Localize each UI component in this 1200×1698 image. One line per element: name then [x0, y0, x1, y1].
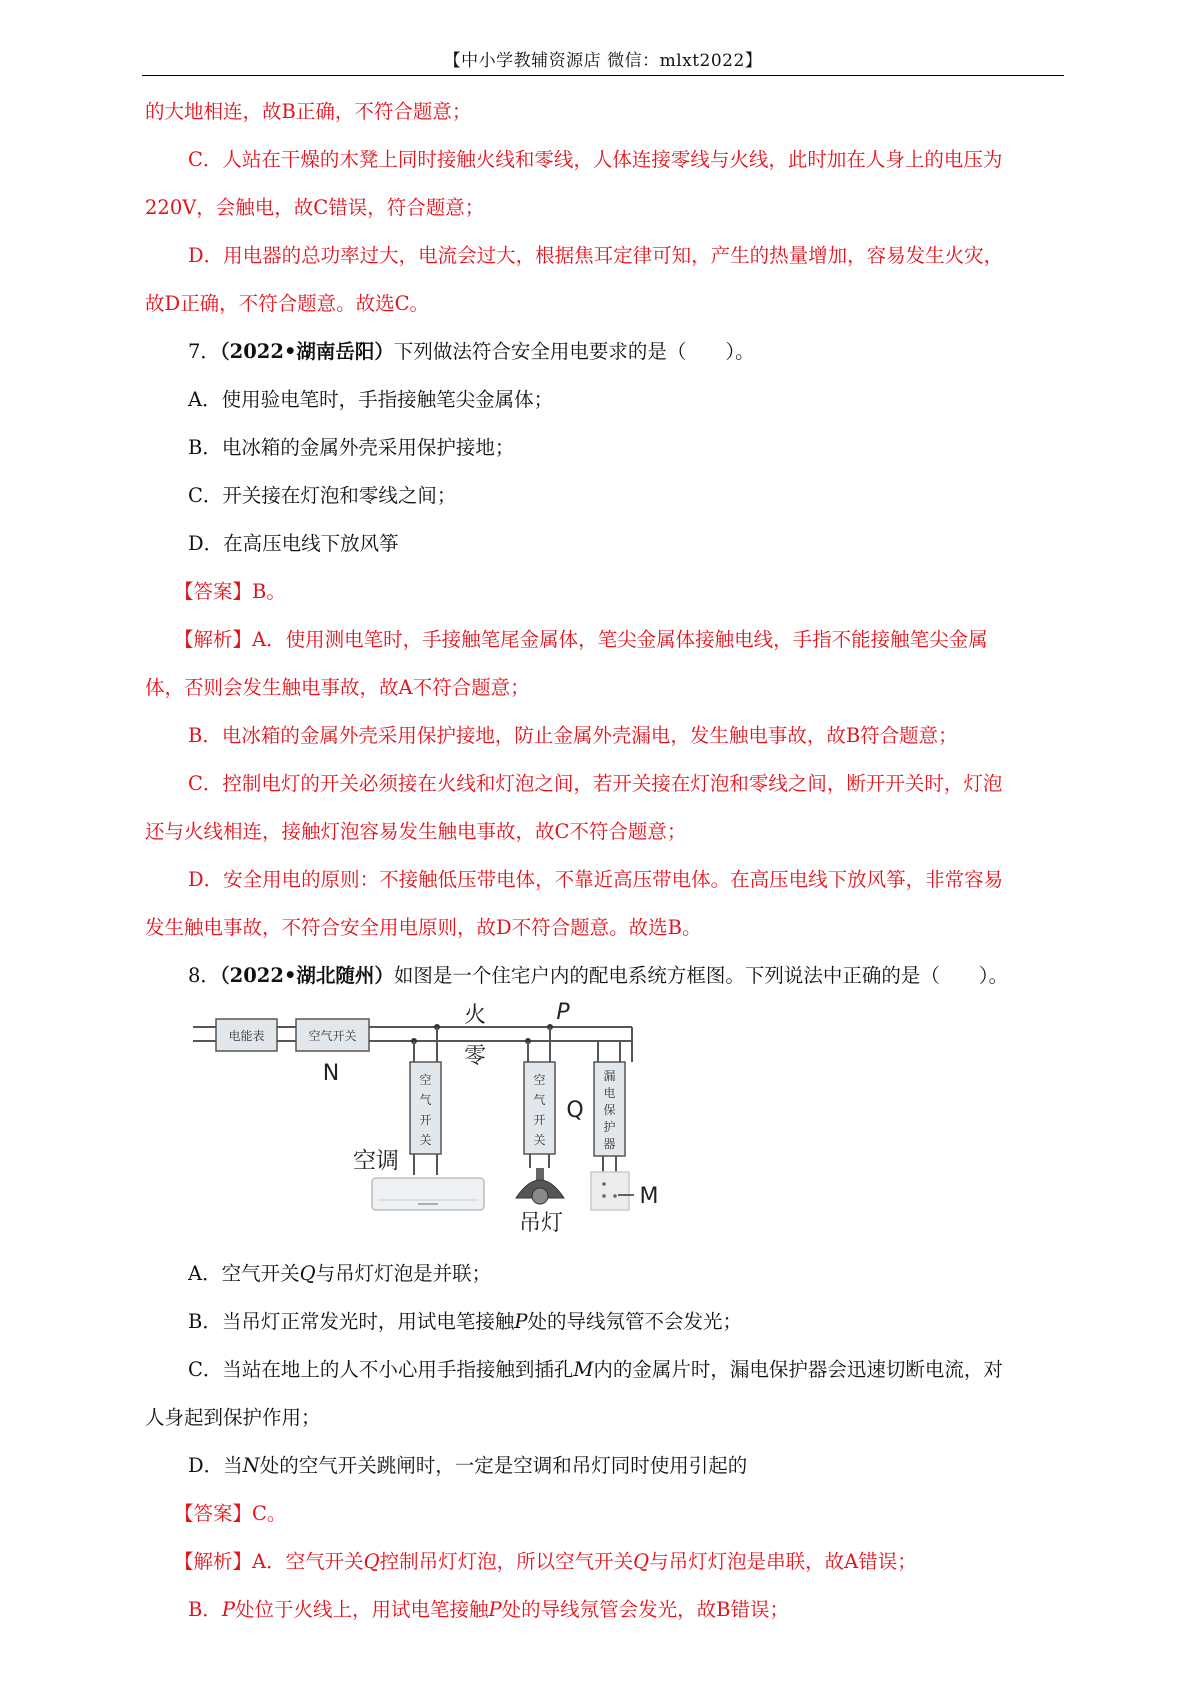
rcd-label: 漏: [603, 1069, 616, 1083]
point-q-label: Q: [566, 1098, 584, 1123]
text-line: 220V，会触电，故C错误，符合题意；: [145, 196, 485, 219]
lamp-breaker-label: 开: [533, 1113, 546, 1127]
question-text: 如图是一个住宅户内的配电系统方框图。下列说法中正确的是（ ）。: [393, 964, 1009, 987]
question-text: 下列做法符合安全用电要求的是（ ）。: [393, 340, 755, 363]
live-label: 火: [463, 1003, 487, 1028]
point-m-label: M: [639, 1184, 659, 1209]
analysis-line: D．安全用电的原则：不接触低压带电体，不靠近高压带电体。在高压电线下放风筝，非常容易: [188, 868, 1004, 891]
lamp-bulb: [532, 1188, 548, 1204]
point-n-label: N: [322, 1061, 340, 1086]
answer-value: B。: [252, 580, 286, 603]
answer-value: C。: [252, 1502, 287, 1525]
option-a: A．空气开关Q与吊灯灯泡是并联；: [188, 1262, 492, 1285]
page-header: 【中小学教辅资源店 微信：mlxt2022】: [443, 51, 763, 71]
text-line: 的大地相连，故B正确，不符合题意；: [145, 100, 472, 123]
variable: N: [242, 1454, 260, 1477]
analysis-line: 还与火线相连，接触灯泡容易发生触电事故，故C不符合题意；: [145, 820, 687, 843]
socket: [591, 1172, 629, 1210]
ac-label: 空调: [353, 1148, 399, 1174]
neutral-label: 零: [463, 1044, 487, 1069]
analysis-line: B．电冰箱的金属外壳采用保护接地，防止金属外壳漏电，发生触电事故，故B符合题意；: [188, 724, 958, 747]
analysis-line: 发生触电事故，不符合安全用电原则，故D不符合题意。故选B。: [145, 916, 702, 939]
lamp-stem: [536, 1168, 544, 1180]
ac-breaker-label: 气: [419, 1093, 432, 1107]
analysis-line: 体，否则会发生触电事故，故A不符合题意；: [145, 676, 530, 699]
lamp-label: 吊灯: [518, 1211, 564, 1236]
answer-label: 【答案】: [174, 580, 253, 603]
lamp-breaker-label: 关: [533, 1133, 546, 1147]
option-a: A．使用验电笔时，手指接触笔尖金属体；: [188, 388, 554, 411]
main-breaker-label: 空气开关: [308, 1029, 357, 1043]
option-c: C．开关接在灯泡和零线之间；: [188, 484, 457, 507]
answer-label: 【答案】: [174, 1502, 253, 1525]
text-line: C．人站在干燥的木凳上同时接触火线和零线，人体连接零线与火线，此时加在人身上的电压为: [188, 148, 1003, 171]
ac-breaker-label: 关: [419, 1133, 432, 1147]
analysis-text: A．使用测电笔时，手接触笔尾金属体，笔尖金属体接触电线，手指不能接触笔尖金属: [252, 628, 988, 651]
answer-line: [174, 1502, 286, 1526]
option-d: D．在高压电线下放风筝: [188, 532, 399, 555]
lamp-breaker-label: 气: [533, 1093, 546, 1107]
analysis-line: 【解析】A．空气开关Q控制吊灯灯泡，所以空气开关Q与吊灯灯泡是串联，故A错误；: [174, 1550, 917, 1573]
option-c: C．当站在地上的人不小心用手指接触到插孔M内的金属片时，漏电保护器会迅速切断电流，对: [188, 1358, 1003, 1381]
rcd-label: 电: [603, 1086, 616, 1100]
question-number: 7．: [188, 340, 220, 363]
text-line: 故D正确，不符合题意。故选C。: [145, 292, 430, 315]
analysis-line: C．控制电灯的开关必须接在火线和灯泡之间，若开关接在灯泡和零线之间，断开开关时，灯泡: [188, 772, 1003, 795]
rcd-label: 护: [603, 1120, 616, 1134]
point-p-label: P: [556, 1000, 570, 1025]
option-b: B．当吊灯正常发光时，用试电笔接触P处的导线氖管不会发光；: [188, 1310, 742, 1333]
air-conditioner: [372, 1178, 484, 1210]
meter-label: 电能表: [228, 1029, 265, 1043]
ac-breaker-label: 开: [419, 1113, 432, 1127]
question-number: 8．: [188, 964, 220, 987]
variable: P: [514, 1310, 528, 1333]
analysis-label: 【解析】: [174, 628, 253, 651]
ac-breaker-label: 空: [419, 1073, 432, 1087]
option-d: D．当N处的空气开关跳闸时，一定是空调和吊灯同时使用引起的: [188, 1454, 748, 1477]
question-source: （2022•湖南岳阳）: [219, 340, 394, 363]
analysis-label: 【解析】: [174, 1550, 253, 1573]
variable: M: [573, 1358, 594, 1381]
lamp-breaker-label: 空: [533, 1073, 546, 1087]
analysis-line: B．P处位于火线上，用试电笔接触P处的导线氖管会发光，故B错误；: [188, 1598, 789, 1621]
rcd-label: 器: [603, 1137, 616, 1151]
variable: Q: [299, 1262, 316, 1285]
option-b: B．电冰箱的金属外壳采用保护接地；: [188, 436, 515, 459]
rcd-label: 保: [603, 1103, 616, 1117]
text-line: D．用电器的总功率过大，电流会过大，根据焦耳定律可知，产生的热量增加，容易发生火灾，: [188, 244, 1004, 267]
option-c-continued: 人身起到保护作用；: [145, 1406, 321, 1429]
question-source: （2022•湖北随州）: [219, 964, 394, 987]
